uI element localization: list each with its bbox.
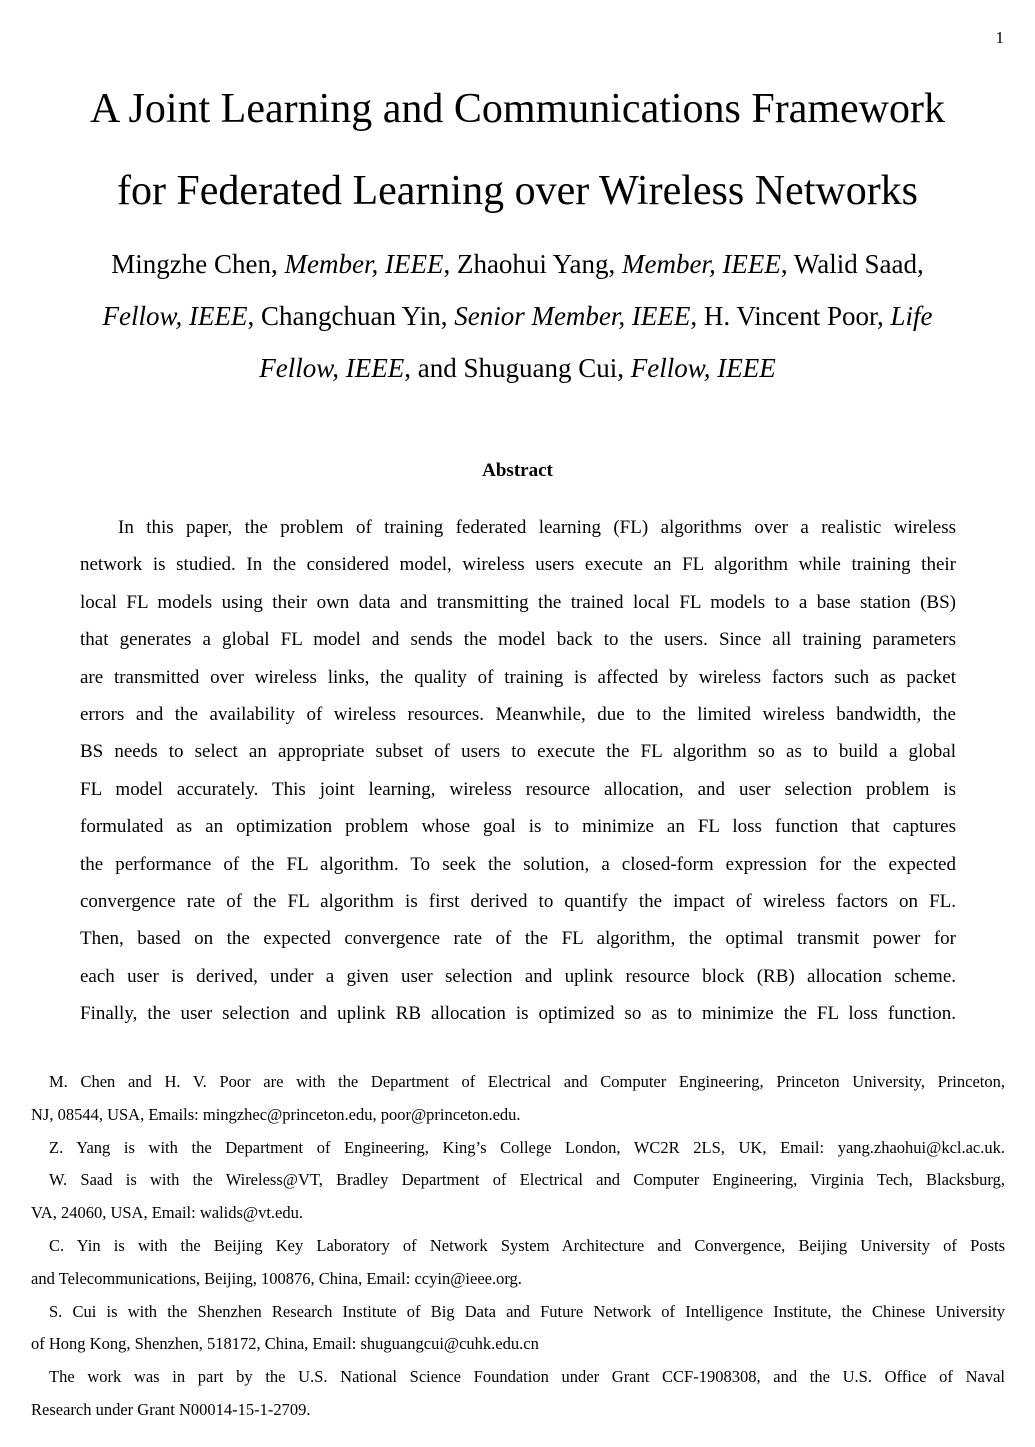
footnote-line: NJ, 08544, USA, Emails: mingzhec@princeton.edu, poor@princeton.edu. [31, 1104, 521, 1124]
abstract-line: the performance of the FL algorithm. To seek the solution, a closed-form expression for the expected [80, 853, 956, 875]
author-segment: , H. Vincent Poor, [690, 301, 891, 331]
footnote-line: and Telecommunications, Beijing, 100876, China, Email: ccyin@ieee.org. [31, 1268, 522, 1288]
footnote-line: W. Saad is with the Wireless@VT, Bradley Department of Electrical and Computer Engineering, Virginia Tech, Blacksburg, [49, 1170, 1005, 1190]
abstract-heading: Abstract [482, 460, 553, 481]
affiliation-footnotes [31, 1066, 1005, 1427]
footnote-line: VA, 24060, USA, Email: walids@vt.edu. [31, 1203, 304, 1223]
abstract-line: network is studied. In the considered model, wireless users execute an FL algorithm while training their [80, 554, 956, 576]
abstract-line: each user is derived, under a given user selection and uplink resource block (RB) allocation scheme. [80, 965, 956, 987]
author-affiliation-grade: Member, IEEE [621, 249, 781, 279]
author-segment: Mingzhe Chen, [111, 249, 285, 279]
footnote-funding [31, 1361, 1005, 1427]
abstract-line: FL model accurately. This joint learning, wireless resource allocation, and user selection problem is [80, 778, 956, 800]
author-list [0, 238, 1035, 394]
page-number: 1 [995, 28, 1004, 47]
abstract-line: BS needs to select an appropriate subset of users to execute the FL algorithm so as to build a global [80, 741, 956, 763]
footnote-yin [31, 1230, 1005, 1296]
author-segment: , Changchuan Yin, [247, 301, 455, 331]
abstract-line: are transmitted over wireless links, the quality of training is affected by wireless factors such as packet [80, 666, 956, 688]
abstract-line: Finally, the user selection and uplink RB allocation is optimized so as to minimize the FL loss function. [80, 1003, 956, 1025]
paper-title [0, 68, 1035, 232]
author-line-2 [0, 290, 1035, 342]
footnote-chen-poor [31, 1066, 1005, 1132]
abstract-line: errors and the availability of wireless resources. Meanwhile, due to the limited wireless bandwidth, the [80, 703, 956, 725]
author-segment: , Zhaohui Yang, [443, 249, 622, 279]
footnote-yang [31, 1132, 1005, 1165]
footnote-line: Research under Grant N00014-15-1-2709. [31, 1399, 311, 1419]
abstract-line: local FL models using their own data and transmitting the trained local FL models to a base station (BS) [80, 591, 956, 613]
author-segment: , and Shuguang Cui, [404, 353, 631, 383]
abstract-line: Then, based on the expected convergence rate of the FL algorithm, the optimal transmit power for [80, 928, 956, 950]
author-line-3 [0, 342, 1035, 394]
author-line-1 [0, 238, 1035, 290]
author-affiliation-grade: Senior Member, IEEE [454, 301, 691, 331]
footnote-cui [31, 1296, 1005, 1362]
author-segment: , Walid Saad, [780, 249, 924, 279]
footnote-line: C. Yin is with the Beijing Key Laboratory of Network System Architecture and Convergence, Beijing University of Posts [49, 1235, 1005, 1255]
author-affiliation-grade: Fellow, IEEE [630, 353, 776, 383]
abstract-line: formulated as an optimization problem whose goal is to minimize an FL loss function that captures [80, 816, 956, 838]
footnote-line: M. Chen and H. V. Poor are with the Department of Electrical and Computer Engineering, Princeton University, Princeton, [49, 1072, 1005, 1091]
author-affiliation-grade: Life [890, 301, 933, 331]
footnote-line: Z. Yang is with the Department of Engineering, King’s College London, WC2R 2LS, UK, Email: yang.zhaohui@kcl.ac.uk. [49, 1137, 1005, 1157]
footnote-line: The work was in part by the U.S. National Science Foundation under Grant CCF-1908308, and the U.S. Office of Naval [49, 1367, 1005, 1387]
footnote-line: S. Cui is with the Shenzhen Research Institute of Big Data and Future Network of Intelligence Institute, the Chinese University [49, 1301, 1005, 1321]
author-affiliation-grade: Fellow, IEEE [102, 301, 248, 331]
abstract-line: convergence rate of the FL algorithm is first derived to quantify the impact of wireless factors on FL. [80, 890, 956, 912]
author-affiliation-grade: Fellow, IEEE [259, 353, 405, 383]
paper-title-line-1: A Joint Learning and Communications Framework [89, 86, 946, 132]
abstract-body [80, 509, 956, 1032]
paper-title-line-2: for Federated Learning over Wireless Networks [116, 168, 919, 214]
footnote-saad [31, 1164, 1005, 1230]
author-affiliation-grade: Member, IEEE [284, 249, 444, 279]
abstract-line: that generates a global FL model and sends the model back to the users. Since all training parameters [80, 629, 956, 651]
abstract-line: In this paper, the problem of training federated learning (FL) algorithms over a realistic wireless [118, 517, 956, 538]
footnote-line: of Hong Kong, Shenzhen, 518172, China, Email: shuguangcui@cuhk.edu.cn [31, 1334, 539, 1354]
